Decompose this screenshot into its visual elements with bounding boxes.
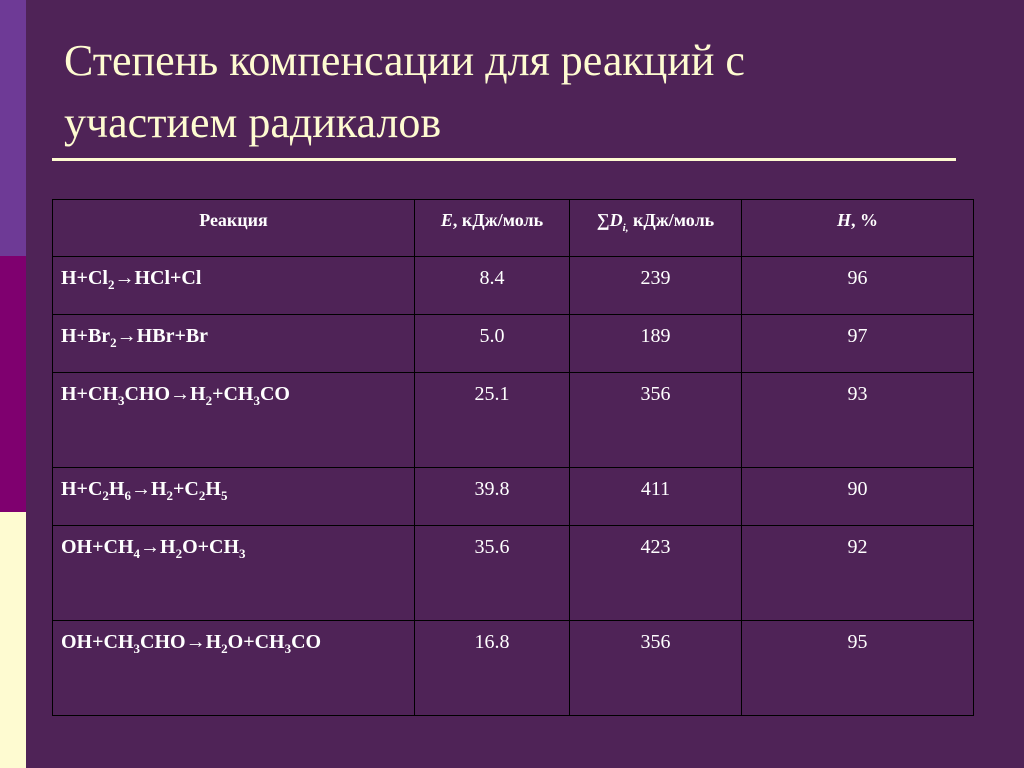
table-row — [53, 257, 974, 315]
header-compensation: H, % — [742, 200, 974, 257]
side-accent-top — [0, 0, 26, 256]
compensation-cell: 97 — [742, 315, 974, 373]
compensation-cell: 96 — [742, 257, 974, 315]
compensation-cell: 90 — [742, 468, 974, 526]
reaction-cell: $H+Cl_2\to HCl+Cl$ — [53, 257, 415, 315]
table-row — [53, 621, 974, 716]
table-row — [53, 468, 974, 526]
table-header-row — [53, 200, 974, 257]
header-sum-d: $\sum D_{i,}$ кДж/моль — [570, 200, 742, 257]
header-reaction: Реакция — [53, 200, 415, 257]
energy-cell: 25.1 — [415, 373, 570, 468]
table-row — [53, 373, 974, 468]
energy-cell: 16.8 — [415, 621, 570, 716]
title-underline — [52, 158, 956, 161]
reaction-cell: $OH+CH_3CHO\to H_2O+CH_3CO$ — [53, 621, 415, 716]
sum-d-cell: 356 — [570, 373, 742, 468]
slide-title-line-1: Степень компенсации для реакций с — [64, 36, 745, 85]
reaction-cell: $H+CH_3CHO\to H_2+CH_3CO$ — [53, 373, 415, 468]
sum-d-cell: 356 — [570, 621, 742, 716]
reaction-cell: $H+C_2H_6\to H_2+C_2H_5$ — [53, 468, 415, 526]
side-accent-bottom — [0, 512, 26, 768]
reaction-cell: $OH+CH_4\to H_2O+CH_3$ — [53, 526, 415, 621]
compensation-cell: 92 — [742, 526, 974, 621]
slide-title-line-2: участием радикалов — [64, 98, 442, 147]
slide-title — [64, 30, 964, 154]
table-row — [53, 526, 974, 621]
reaction-cell: $H+Br_2\to HBr+Br$ — [53, 315, 415, 373]
sum-d-cell: 423 — [570, 526, 742, 621]
sum-d-cell: 189 — [570, 315, 742, 373]
side-accent-middle — [0, 256, 26, 512]
reaction-table — [52, 199, 974, 716]
sum-d-cell: 239 — [570, 257, 742, 315]
energy-cell: 5.0 — [415, 315, 570, 373]
energy-cell: 8.4 — [415, 257, 570, 315]
table-row — [53, 315, 974, 373]
header-energy: E, кДж/моль — [415, 200, 570, 257]
sum-d-cell: 411 — [570, 468, 742, 526]
compensation-cell: 93 — [742, 373, 974, 468]
compensation-cell: 95 — [742, 621, 974, 716]
energy-cell: 35.6 — [415, 526, 570, 621]
energy-cell: 39.8 — [415, 468, 570, 526]
